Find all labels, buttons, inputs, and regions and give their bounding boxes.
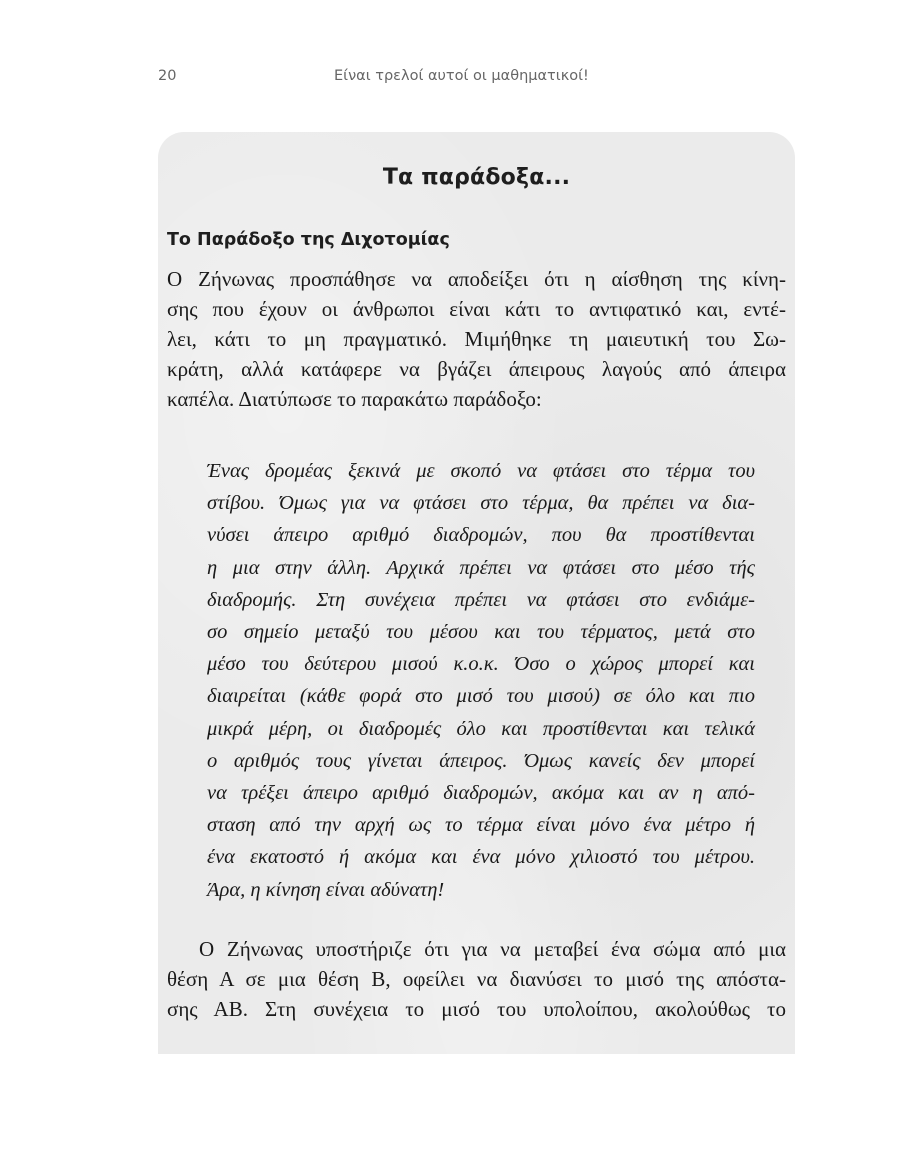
quote-line: στίβου. Όμως για να φτάσει στο τέρμα, θα πρέπει να δια- [207, 492, 755, 515]
quote-line: διαιρείται (κάθε φορά στο μισό του μισού) σε όλο και πιο [207, 685, 755, 708]
text-line: κράτη, αλλά κατάφερε να βγάζει άπειρους λαγούς από άπειρα [167, 357, 786, 381]
text-line: καπέλα. Διατύπωσε το παρακάτω παράδοξο: [167, 387, 542, 411]
quote-line: Ένας δρομέας ξεκινά με σκοπό να φτάσει στο τέρμα του [207, 460, 755, 482]
text-line: Ο Ζήνωνας προσπάθησε να αποδείξει ότι η αίσθηση της κίνη- [167, 267, 786, 291]
paradox-quote [207, 455, 755, 906]
section-subtitle: Το Παράδοξο της Διχοτομίας [167, 230, 450, 250]
quote-line: σο σημείο μεταξύ του μέσου και του τέρματος, μετά στο [207, 621, 755, 644]
quote-line: Άρα, η κίνηση είναι αδύνατη! [207, 878, 445, 901]
text-line: λει, κάτι το μη πραγματικό. Μιμήθηκε τη μαιευτική του Σω- [167, 327, 786, 351]
paradox-sidebar-box [158, 132, 795, 1054]
quote-line: η μια στην άλλη. Αρχικά πρέπει να φτάσει στο μέσο τής [207, 556, 755, 579]
quote-line: νύσει άπειρο αριθμό διαδρομών, που θα προστίθενται [207, 524, 755, 547]
book-title: Είναι τρελοί αυτοί οι μαθηματικοί! [334, 68, 589, 84]
quote-line: ο αριθμός τους γίνεται άπειρος. Όμως κανείς δεν μπορεί [207, 749, 755, 772]
quote-line: να τρέξει άπειρο αριθμό διαδρομών, ακόμα και αν η από- [207, 782, 755, 805]
quote-line: διαδρομής. Στη συνέχεια πρέπει να φτάσει στο ενδιάμε- [207, 588, 755, 611]
quote-line: μικρά μέρη, οι διαδρομές όλο και προστίθενται και τελικά [207, 717, 755, 740]
text-line: Ο Ζήνωνας υποστήριζε ότι για να μεταβεί ένα σώμα από μια [199, 937, 786, 961]
text-line: θέση Α σε μια θέση Β, οφείλει να διανύσει το μισό της απόστα- [167, 967, 786, 991]
quote-line: σταση από την αρχή ως το τέρμα είναι μόνο ένα μέτρο ή [207, 814, 755, 837]
quote-line: μέσο του δεύτερου μισού κ.ο.κ. Όσο ο χώρος μπορεί και [207, 653, 755, 676]
text-line: σης ΑΒ. Στη συνέχεια το μισό του υπολοίπου, ακολούθως το [167, 997, 786, 1021]
box-title: Τα παράδοξα... [382, 165, 571, 190]
quote-line: ένα εκατοστό ή ακόμα και ένα μόνο χιλιοστό του μέτρου. [207, 846, 755, 869]
text-line: σης που έχουν οι άνθρωποι είναι κάτι το αντιφατικό και, εντέ- [167, 297, 786, 321]
page-number: 20 [158, 68, 177, 84]
running-head [0, 68, 900, 92]
intro-paragraph [167, 264, 786, 414]
explanation-paragraph [167, 934, 786, 1024]
